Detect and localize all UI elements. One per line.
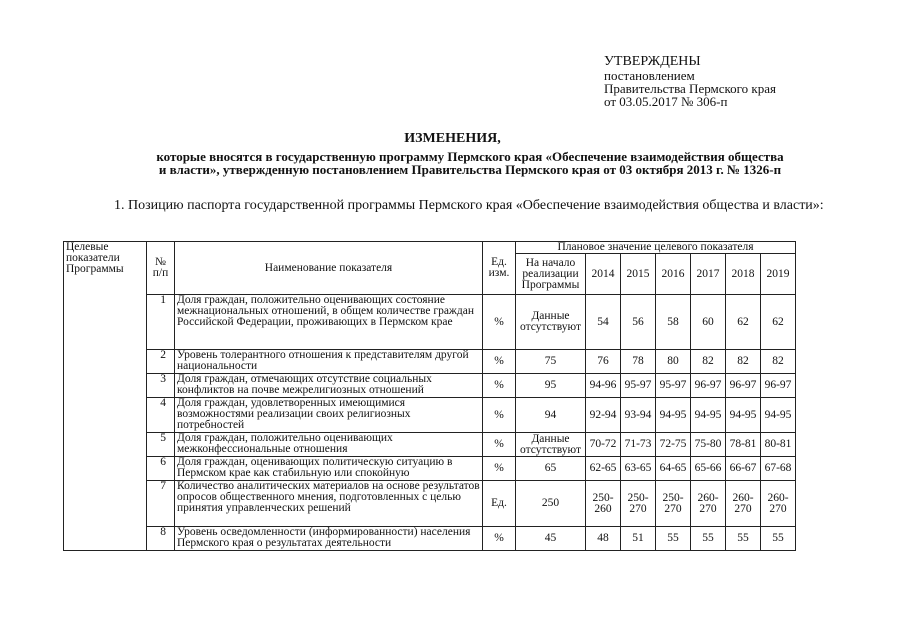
table-header-row: [64, 242, 796, 254]
year-value: 55: [691, 527, 726, 551]
table-row: [64, 374, 796, 398]
year-value: 78: [621, 350, 656, 374]
indicators-table: [63, 241, 796, 551]
year-value: 78-81: [726, 433, 761, 457]
year-value: 260-270: [691, 481, 726, 527]
approval-date: от 03.05.2017 № 306-п: [604, 94, 728, 109]
table-row: [64, 527, 796, 551]
year-value: 82: [726, 350, 761, 374]
year-value: 48: [586, 527, 621, 551]
start-value: 94: [516, 398, 586, 433]
row-number: 3: [147, 374, 175, 398]
year-value: 75-80: [691, 433, 726, 457]
table-row: [64, 295, 796, 350]
year-value: 70-72: [586, 433, 621, 457]
year-value: 95-97: [656, 374, 691, 398]
indicator-name: Уровень толерантного отношения к представителям другой национальности: [175, 350, 483, 374]
year-value: 55: [726, 527, 761, 551]
year-value: 65-66: [691, 457, 726, 481]
unit-cell: %: [483, 527, 516, 551]
year-value: 60: [691, 295, 726, 350]
year-value: 260-270: [726, 481, 761, 527]
year-value: 76: [586, 350, 621, 374]
unit-cell: %: [483, 457, 516, 481]
table-row: [64, 350, 796, 374]
year-value: 94-95: [761, 398, 796, 433]
year-value: 54: [586, 295, 621, 350]
year-value: 250-270: [656, 481, 691, 527]
start-value: 250: [516, 481, 586, 527]
year-value: 93-94: [621, 398, 656, 433]
table-row: [64, 398, 796, 433]
start-value: Данные отсутствуют: [516, 433, 586, 457]
indicator-name: Уровень осведомленности (информированности) населения Пермского края о результатах деятельности: [175, 527, 483, 551]
row-number: 4: [147, 398, 175, 433]
year-value: 72-75: [656, 433, 691, 457]
year-value: 58: [656, 295, 691, 350]
header-year: 2014: [586, 254, 621, 295]
start-value: 65: [516, 457, 586, 481]
year-value: 62-65: [586, 457, 621, 481]
row-number: 1: [147, 295, 175, 350]
unit-cell: %: [483, 433, 516, 457]
header-num: № п/п: [147, 242, 175, 295]
year-value: 94-95: [726, 398, 761, 433]
header-unit: Ед. изм.: [483, 242, 516, 295]
indicator-name: Доля граждан, положительно оценивающих состояние межнациональных отношений, в общем количестве граждан Российской Федерации, проживающих в Пермском крае: [175, 295, 483, 350]
start-value: 95: [516, 374, 586, 398]
start-value: 45: [516, 527, 586, 551]
indicator-name: Доля граждан, оценивающих политическую ситуацию в Пермском крае как стабильную или спокойную: [175, 457, 483, 481]
approval-title: УТВЕРЖДЕНЫ: [604, 54, 701, 69]
year-value: 80-81: [761, 433, 796, 457]
table-row: [64, 433, 796, 457]
year-value: 66-67: [726, 457, 761, 481]
subtitle-line: и власти», утвержденную постановлением Правительства Пермского края от 03 октября 2013 г. № 1326-п: [158, 162, 782, 177]
header-year: 2018: [726, 254, 761, 295]
document-subtitle: [90, 150, 850, 176]
year-value: 55: [656, 527, 691, 551]
year-value: 56: [621, 295, 656, 350]
document-title: ИЗМЕНЕНИЯ,: [404, 131, 501, 146]
approval-line: постановлением: [604, 68, 695, 83]
indicator-name: Доля граждан, положительно оценивающих межконфессиональные отношения: [175, 433, 483, 457]
row-number: 8: [147, 527, 175, 551]
year-value: 94-96: [586, 374, 621, 398]
indicator-name: Доля граждан, удовлетворенных имеющимися возможностями реализации своих религиозных потребностей: [175, 398, 483, 433]
year-value: 82: [691, 350, 726, 374]
year-value: 250-260: [586, 481, 621, 527]
year-value: 94-95: [691, 398, 726, 433]
year-value: 92-94: [586, 398, 621, 433]
unit-cell: %: [483, 374, 516, 398]
table-row: [64, 457, 796, 481]
year-value: 55: [761, 527, 796, 551]
unit-cell: Ед.: [483, 481, 516, 527]
header-name: Наименование показателя: [175, 242, 483, 295]
group-label: Целевые показатели Программы: [64, 242, 147, 551]
row-number: 2: [147, 350, 175, 374]
year-value: 96-97: [761, 374, 796, 398]
year-value: 62: [726, 295, 761, 350]
year-value: 67-68: [761, 457, 796, 481]
header-year: 2016: [656, 254, 691, 295]
unit-cell: %: [483, 350, 516, 374]
unit-cell: %: [483, 295, 516, 350]
unit-cell: %: [483, 398, 516, 433]
approval-stamp: [604, 54, 776, 108]
year-value: 96-97: [691, 374, 726, 398]
row-number: 5: [147, 433, 175, 457]
header-plan: Плановое значение целевого показателя: [516, 242, 796, 254]
year-value: 95-97: [621, 374, 656, 398]
year-value: 64-65: [656, 457, 691, 481]
year-value: 71-73: [621, 433, 656, 457]
start-value: 75: [516, 350, 586, 374]
indicator-name: Доля граждан, отмечающих отсутствие социальных конфликтов на почве межрелигиозных отношений: [175, 374, 483, 398]
year-value: 63-65: [621, 457, 656, 481]
row-number: 7: [147, 481, 175, 527]
header-year: 2019: [761, 254, 796, 295]
header-year: 2015: [621, 254, 656, 295]
year-value: 94-95: [656, 398, 691, 433]
approval-line: Правительства Пермского края: [604, 81, 776, 96]
year-value: 80: [656, 350, 691, 374]
indicator-name: Количество аналитических материалов на основе результатов опросов общественного мнения, подготовленных с целью принятия управленческих решений: [175, 481, 483, 527]
intro-paragraph: 1. Позицию паспорта государственной программы Пермского края «Обеспечение взаимодействия общества и власти»:: [114, 198, 824, 213]
header-year: 2017: [691, 254, 726, 295]
year-value: 62: [761, 295, 796, 350]
year-value: 51: [621, 527, 656, 551]
header-start: На начало реализации Программы: [516, 254, 586, 295]
row-number: 6: [147, 457, 175, 481]
subtitle-line: которые вносятся в государственную программу Пермского края «Обеспечение взаимодействия общества: [156, 149, 784, 164]
start-value: Данные отсутствуют: [516, 295, 586, 350]
year-value: 96-97: [726, 374, 761, 398]
year-value: 82: [761, 350, 796, 374]
year-value: 250-270: [621, 481, 656, 527]
year-value: 260-270: [761, 481, 796, 527]
table-row: [64, 481, 796, 527]
